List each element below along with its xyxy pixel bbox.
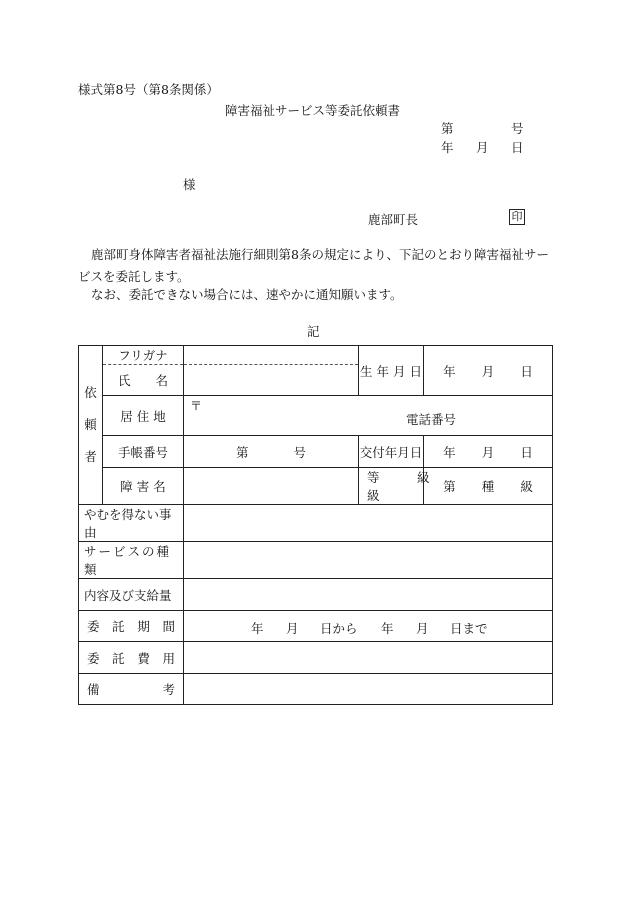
cost-char: 委: [87, 650, 100, 666]
period-char: 委: [87, 619, 100, 634]
grade-label: 等 級: [367, 470, 418, 503]
requester-char: 者: [84, 449, 97, 464]
notebook-number-field[interactable]: [184, 436, 359, 468]
period-to-day: 日まで: [450, 621, 488, 636]
issue-date-field[interactable]: [424, 436, 553, 468]
class-field[interactable]: [424, 468, 553, 505]
grade-field[interactable]: [359, 468, 430, 505]
furigana-label: フリガナ: [103, 346, 184, 365]
paragraph-1-text: 鹿部町身体障害者福祉法施行細則第8条の規定により、下記のとおり障害福祉サービスを委託します。: [78, 247, 549, 284]
period-char: 託: [112, 619, 125, 634]
remarks-label: [79, 674, 184, 705]
content-amount-field[interactable]: [184, 579, 553, 611]
disability-name-field[interactable]: [184, 468, 359, 505]
paragraph-2-text: なお、委託できない場合には、速やかに通知願います。: [91, 287, 403, 302]
birth-day-label: 日: [520, 363, 533, 379]
document-title: 障害福祉サービス等委託依頼書: [225, 103, 401, 118]
content-amount-label: [79, 579, 184, 611]
disability-name-label: 障 害 名: [103, 468, 184, 505]
period-char: 間: [162, 619, 175, 634]
body-paragraph-2: [78, 284, 553, 306]
remarks-field[interactable]: [184, 674, 553, 705]
ki-label: 記: [307, 324, 320, 339]
class-suffix: 種: [481, 479, 495, 494]
date-month: 月: [476, 140, 489, 155]
period-to-year: 年: [381, 621, 394, 636]
birth-year-label: 年: [443, 363, 456, 379]
period-to-month: 月: [416, 621, 429, 636]
notebook-no-prefix: 第: [236, 444, 249, 460]
phone-label: 電話番号: [406, 412, 457, 427]
doc-no-prefix: 第: [441, 121, 454, 136]
class-prefix: 第: [443, 479, 456, 494]
address-field[interactable]: [184, 396, 553, 436]
birth-date-label: 生 年 月 日: [359, 346, 424, 396]
address-label: 居 住 地: [103, 396, 184, 436]
addressee-suffix: 様: [183, 177, 196, 192]
doc-no-suffix: 号: [511, 121, 524, 136]
notebook-no-suffix: 号: [293, 444, 306, 460]
period-char: 期: [137, 619, 150, 634]
issue-year-label: 年: [443, 444, 456, 460]
period-from-day: 日から: [320, 621, 358, 636]
requester-char: 頼: [84, 417, 97, 432]
requester-vertical-label: [79, 346, 103, 505]
name-field[interactable]: [184, 365, 359, 396]
period-from-month: 月: [286, 621, 299, 636]
cost-char: 用: [162, 650, 175, 666]
content-amount-label-text: 内容及び支給量: [84, 587, 172, 603]
name-label: 氏 名: [103, 365, 184, 396]
reason-label-text: やむを得ない事由: [84, 507, 172, 540]
postal-mark: 〒: [190, 399, 203, 413]
issuer: 鹿部町長: [368, 212, 419, 227]
cost-label: [79, 642, 184, 674]
seal-mark: 印: [509, 209, 525, 225]
period-from-year: 年: [251, 621, 264, 636]
grade-suffix: 級: [417, 470, 430, 485]
period-field[interactable]: [184, 611, 553, 642]
date-year: 年: [441, 140, 454, 155]
form-number: 様式第8号（第8条関係）: [78, 82, 219, 97]
request-table: [78, 345, 553, 705]
requester-char: 依: [84, 385, 97, 400]
remarks-char: 備: [87, 682, 100, 697]
date-day: 日: [511, 140, 524, 155]
issue-month-label: 月: [481, 444, 495, 460]
cost-char: 託: [112, 650, 125, 666]
birth-month-label: 月: [481, 363, 495, 379]
service-type-field[interactable]: [184, 542, 553, 579]
reason-field[interactable]: [184, 505, 553, 542]
class-grade-suffix: 級: [520, 479, 533, 494]
service-type-label: [79, 542, 184, 579]
notebook-number-label: 手帳番号: [103, 436, 184, 468]
cost-field[interactable]: [184, 642, 553, 674]
issue-day-label: 日: [520, 444, 533, 460]
cost-char: 費: [137, 650, 150, 666]
birth-date-field[interactable]: [424, 346, 553, 396]
remarks-char: 考: [162, 682, 175, 697]
period-label: [79, 611, 184, 642]
issue-date-label: 交付年月日: [359, 436, 424, 468]
furigana-field[interactable]: [184, 346, 359, 365]
body-paragraph-1: [78, 244, 553, 288]
service-type-label-text: サービスの種類: [84, 544, 172, 577]
reason-label: [79, 505, 184, 542]
